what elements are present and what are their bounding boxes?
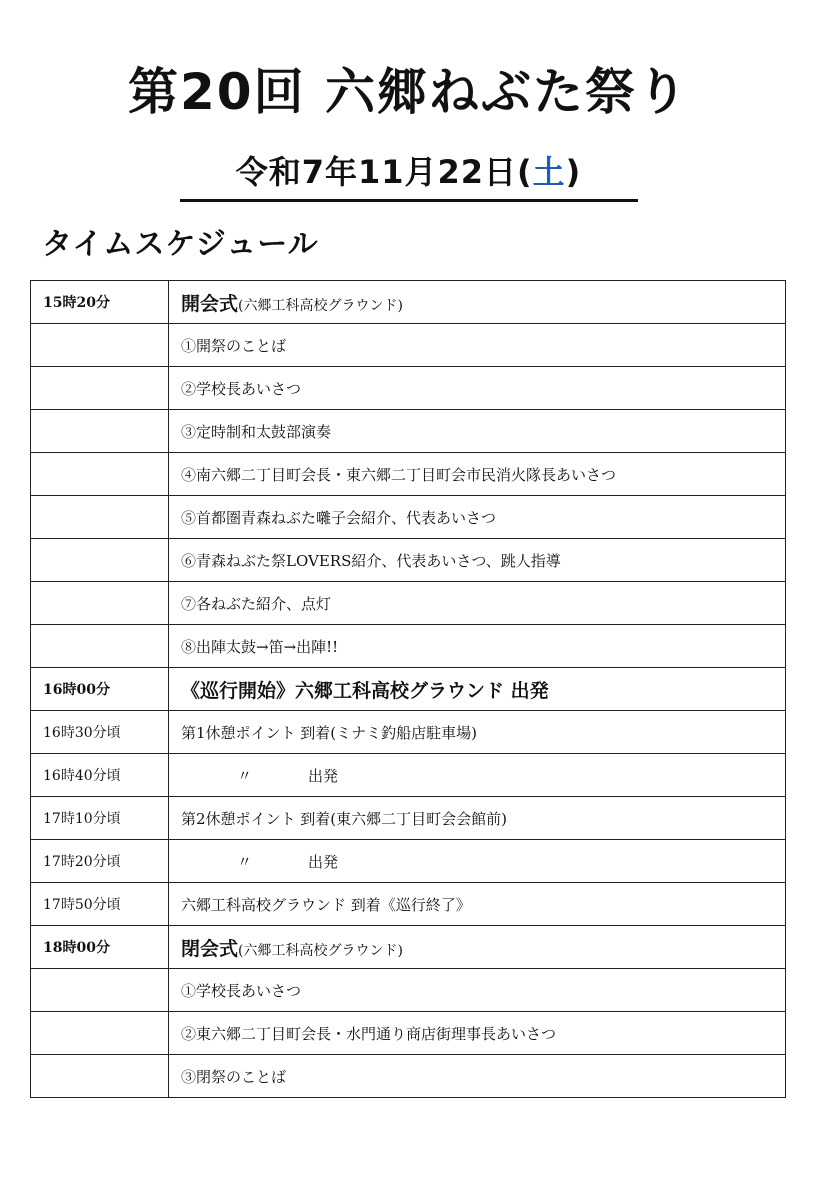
time-cell: 18時00分	[31, 926, 169, 969]
time-cell	[31, 367, 169, 410]
event-main: 開会式	[181, 292, 239, 315]
event-cell: ②学校長あいさつ	[169, 367, 786, 410]
ditto-mark: 〃	[237, 852, 253, 871]
time-cell: 17時10分頃	[31, 797, 169, 840]
event-cell: 第1休憩ポイント 到着(ミナミ釣船店駐車場)	[169, 711, 786, 754]
time-cell: 16時00分	[31, 668, 169, 711]
event-cell	[169, 281, 786, 324]
time-cell	[31, 1012, 169, 1055]
time-cell	[31, 582, 169, 625]
section-title: タイムスケジュール	[42, 227, 319, 262]
time-cell	[31, 453, 169, 496]
event-note: (六郷工科高校グラウンド)	[238, 942, 403, 959]
time-cell	[31, 324, 169, 367]
schedule-row	[31, 367, 786, 410]
schedule-row	[31, 625, 786, 668]
schedule-row	[31, 797, 786, 840]
schedule-row	[31, 1012, 786, 1055]
schedule-row	[31, 1055, 786, 1098]
date-underline	[180, 199, 638, 202]
schedule-row	[31, 668, 786, 711]
page-title: 第20回 六郷ねぶた祭り	[128, 63, 689, 121]
event-date	[0, 150, 817, 194]
schedule-row	[31, 324, 786, 367]
time-cell: 16時40分頃	[31, 754, 169, 797]
schedule-row	[31, 410, 786, 453]
schedule-row	[31, 926, 786, 969]
date-close: )	[565, 153, 582, 191]
time-cell	[31, 969, 169, 1012]
event-cell	[169, 754, 786, 797]
date-weekday: 土	[532, 153, 566, 191]
schedule-row	[31, 840, 786, 883]
event-cell	[169, 926, 786, 969]
date-text: 令和7年11月22日(	[235, 153, 533, 191]
event-cell: ⑦各ねぶた紹介、点灯	[169, 582, 786, 625]
schedule-row	[31, 883, 786, 926]
event-cell: ⑧出陣太鼓→笛→出陣!!	[169, 625, 786, 668]
event-cell: ⑥青森ねぶた祭LOVERS紹介、代表あいさつ、跳人指導	[169, 539, 786, 582]
schedule-row	[31, 754, 786, 797]
event-cell: ③閉祭のことば	[169, 1055, 786, 1098]
time-cell	[31, 1055, 169, 1098]
event-main: 閉会式	[181, 937, 239, 960]
event-cell: 《巡行開始》六郷工科高校グラウンド 出発	[169, 668, 786, 711]
time-cell	[31, 496, 169, 539]
schedule-row	[31, 281, 786, 324]
schedule-row	[31, 496, 786, 539]
event-cell: ②東六郷二丁目町会長・水門通り商店街理事長あいさつ	[169, 1012, 786, 1055]
time-cell	[31, 539, 169, 582]
time-cell: 15時20分	[31, 281, 169, 324]
event-cell: ①開祭のことば	[169, 324, 786, 367]
event-cell	[169, 840, 786, 883]
event-cell: ⑤首都圏青森ねぶた囃子会紹介、代表あいさつ	[169, 496, 786, 539]
event-cell: 六郷工科高校グラウンド 到着《巡行終了》	[169, 883, 786, 926]
event-action: 出発	[308, 766, 339, 785]
time-cell: 16時30分頃	[31, 711, 169, 754]
time-cell: 17時20分頃	[31, 840, 169, 883]
schedule-row	[31, 711, 786, 754]
time-cell: 17時50分頃	[31, 883, 169, 926]
schedule-row	[31, 582, 786, 625]
time-cell	[31, 625, 169, 668]
schedule-table	[30, 280, 786, 1098]
event-cell: ④南六郷二丁目町会長・東六郷二丁目町会市民消火隊長あいさつ	[169, 453, 786, 496]
ditto-mark: 〃	[237, 766, 253, 785]
event-cell: ③定時制和太鼓部演奏	[169, 410, 786, 453]
schedule-row	[31, 539, 786, 582]
event-action: 出発	[308, 852, 339, 871]
schedule-row	[31, 453, 786, 496]
event-note: (六郷工科高校グラウンド)	[238, 297, 403, 314]
event-cell: ①学校長あいさつ	[169, 969, 786, 1012]
schedule-row	[31, 969, 786, 1012]
time-cell	[31, 410, 169, 453]
event-cell: 第2休憩ポイント 到着(東六郷二丁目町会会館前)	[169, 797, 786, 840]
